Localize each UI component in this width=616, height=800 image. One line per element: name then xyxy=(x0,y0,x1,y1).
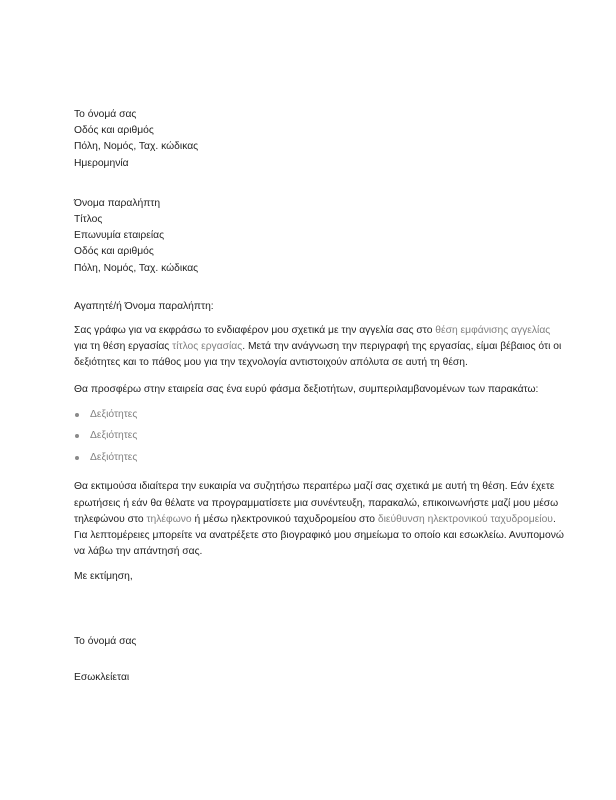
intro-text-1: Σας γράφω για να εκφράσω το ενδιαφέρον μου σχετικά με την αγγελία σας στο xyxy=(74,325,436,337)
enclosure-note: Εσωκλείεται xyxy=(74,671,130,683)
list-item xyxy=(74,407,564,429)
placeholder-skill[interactable]: Δεξιότητες xyxy=(90,430,138,442)
placeholder-skill[interactable]: Δεξιότητες xyxy=(90,451,138,463)
list-item xyxy=(74,428,564,450)
recipient-title: Τίτλος xyxy=(74,214,103,226)
recipient-company: Επωνυμία εταιρείας xyxy=(74,230,165,242)
sender-address xyxy=(74,107,564,172)
signature-name: Το όνομά σας xyxy=(74,635,137,647)
sender-street: Οδός και αριθμός xyxy=(74,125,154,137)
placeholder-skill[interactable]: Δεξιότητες xyxy=(90,408,138,420)
contact-text-3: . Για λεπτομέρειες μπορείτε να ανατρέξετε στο βιογραφικό μου σημείωμα το οποίο και εσωκλείω. Ανυπομονώ να λάβω την απάντησή σας. xyxy=(74,513,564,558)
placeholder-email[interactable]: διεύθυνση ηλεκτρονικού ταχυδρομείου xyxy=(377,513,553,525)
skills-intro-paragraph: Θα προσφέρω στην εταιρεία σας ένα ευρύ φάσμα δεξιοτήτων, συμπεριλαμβανομένων των παρακάτω: xyxy=(74,383,539,395)
bullet-icon xyxy=(75,456,79,460)
bullet-icon xyxy=(75,413,79,417)
sender-city: Πόλη, Νομός, Ταχ. κώδικας xyxy=(74,141,199,153)
placeholder-job-title[interactable]: τίτλος εργασίας xyxy=(172,341,243,353)
contact-paragraph xyxy=(74,479,564,560)
recipient-name: Όνομα παραλήπτη xyxy=(74,197,161,209)
contact-text-2: ή μέσω ηλεκτρονικού ταχυδρομείου στο xyxy=(191,513,378,525)
closing: Με εκτίμηση, xyxy=(74,571,133,583)
letter-body xyxy=(74,107,564,686)
placeholder-phone[interactable]: τηλέφωνο xyxy=(146,513,192,525)
intro-paragraph xyxy=(74,323,564,372)
intro-text-3: . Μετά την ανάγνωση την περιγραφή της εργασίας, είμαι βέβαιος ότι οι δεξιότητες και το πάθος μου για την τεχνολογία αντιστοιχούν απόλυτα σε αυτή τη θέση. xyxy=(74,341,562,369)
contact-text-1: Θα εκτιμούσα ιδιαίτερα την ευκαιρία να συζητήσω περαιτέρω μαζί σας σχετικά με αυτή τη θέση. Εάν έχετε ερωτήσεις ή εάν θα θέλατε να προγραμματίσετε μια συνέντευξη, παρακαλώ, επικοινωνήστε μαζί μου μέσω τηλεφώνου στο xyxy=(74,481,559,525)
sender-name: Το όνομά σας xyxy=(74,109,137,120)
salutation: Αγαπητέ/ή Όνομα παραλήπτη: xyxy=(74,300,214,312)
recipient-city: Πόλη, Νομός, Ταχ. κώδικας xyxy=(74,262,199,274)
placeholder-ad-location[interactable]: θέση εμφάνισης αγγελίας xyxy=(435,325,551,337)
recipient-street: Οδός και αριθμός xyxy=(74,246,154,258)
list-item xyxy=(74,450,564,472)
intro-text-2: για τη θέση εργασίας xyxy=(74,341,173,353)
recipient-address xyxy=(74,196,564,277)
skills-list xyxy=(74,407,564,472)
bullet-icon xyxy=(75,434,79,438)
letter-date: Ημερομηνία xyxy=(74,157,129,169)
